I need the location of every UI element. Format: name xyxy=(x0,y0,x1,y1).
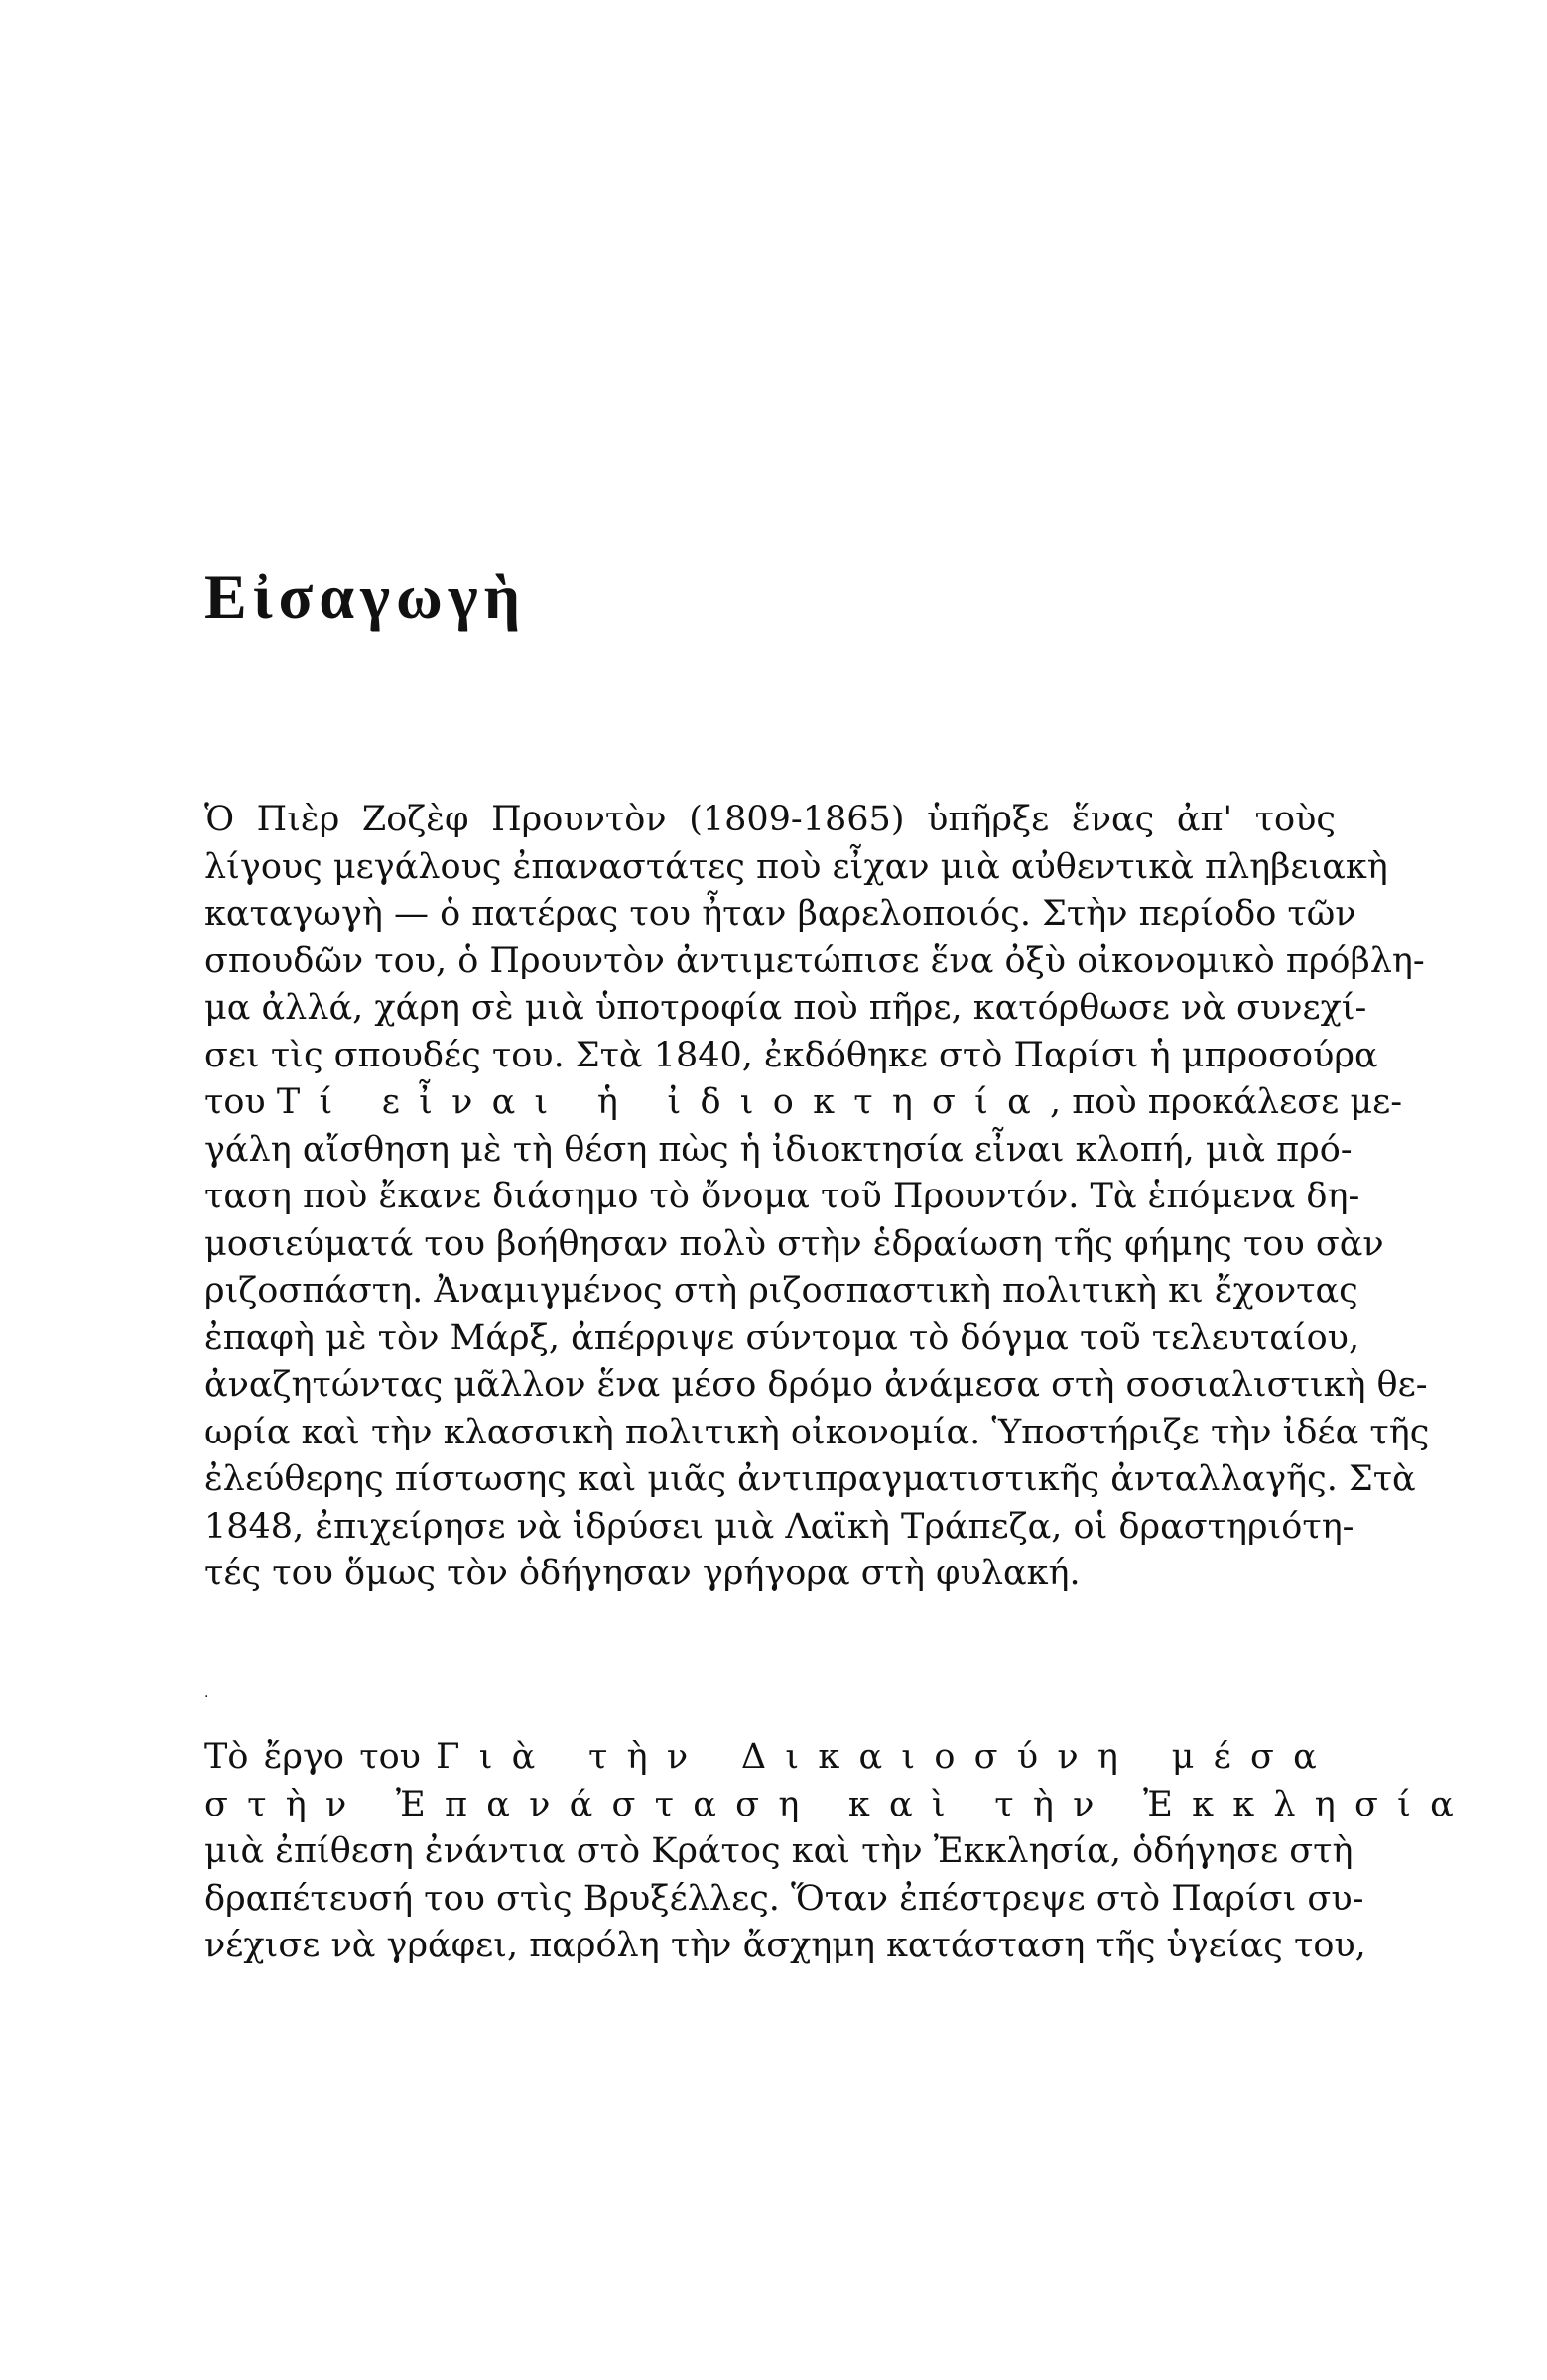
text-line: τές του ὅμως τὸν ὁδήγησαν γρήγορα στὴ φυλακή. xyxy=(204,1554,1081,1593)
bullet-mark: · xyxy=(204,1690,209,1705)
text-line-spaced-title xyxy=(204,1734,1336,1782)
text-line: ἐλεύθερης πίστωσης καὶ μιᾶς ἀντιπραγματιστικῆς ἀνταλλαγῆς. Στὰ xyxy=(204,1459,1416,1499)
emphasized-book-title: Τί εἶναι ἡ ἰδιοκτησία xyxy=(276,1082,1051,1122)
text-line: καταγωγὴ — ὁ πατέρας του ἦταν βαρελοποιός. Στὴν περίοδο τῶν xyxy=(204,894,1356,934)
text-line: γάλη αἴσθηση μὲ τὴ θέση πὼς ἡ ἰδιοκτησία εἶναι κλοπή, μιὰ πρό- xyxy=(204,1129,1353,1170)
text-line: νέχισε νὰ γράφει, παρόλη τὴν ἄσχημη κατάσταση τῆς ὑγείας του, xyxy=(204,1926,1366,1965)
text-line: ταση ποὺ ἔκανε διάσημο τὸ ὄνομα τοῦ Προυντόν. Τὰ ἑπόμενα δη- xyxy=(204,1177,1360,1216)
text-line: ριζοσπάστη. Ἀναμιγμένος στὴ ριζοσπαστικὴ πολιτικὴ κι ἔχοντας xyxy=(204,1271,1358,1311)
text-line: σπουδῶν του, ὁ Προυντὸν ἀντιμετώπισε ἕνα ὀξὺ οἰκονομικὸ πρόβλη- xyxy=(204,940,1425,981)
text-line: ἀναζητώντας μᾶλλον ἕνα μέσο δρόμο ἀνάμεσα στὴ σοσιαλιστικὴ θε- xyxy=(204,1365,1428,1405)
text-line: μιὰ ἐπίθεση ἐνάντια στὸ Κράτος καὶ τὴν Ἐκκλησία, ὁδήγησε στὴ xyxy=(204,1831,1354,1871)
emphasized-book-title: Γιὰ τὴν Δικαιοσύνη μέσα xyxy=(436,1737,1336,1777)
text-line-spaced-title xyxy=(204,1079,1403,1127)
text-segment: του xyxy=(204,1082,277,1122)
text-line: δραπέτευσή του στὶς Βρυξέλλες. Ὅταν ἐπέστρεψε στὸ Παρίσι συ- xyxy=(204,1878,1364,1919)
emphasized-book-title: στὴν Ἐπανάσταση καὶ τὴν Ἐκκλησία xyxy=(204,1784,1474,1824)
paragraph-1 xyxy=(204,797,1430,1598)
text-line: ἐπαφὴ μὲ τὸν Μάρξ, ἀπέρριψε σύντομα τὸ δόγμα τοῦ τελευταίου, xyxy=(204,1317,1360,1358)
text-line: ωρία καὶ τὴν κλασσικὴ πολιτικὴ οἰκονομία. Ὑποστήριζε τὴν ἰδέα τῆς xyxy=(204,1412,1430,1452)
text-segment: Τὸ ἔργο του xyxy=(204,1737,437,1777)
text-line: σει τὶς σπουδές του. Στὰ 1840, ἐκδόθηκε στὸ Παρίσι ἡ μπροσούρα xyxy=(204,1035,1378,1075)
text-line: μοσιεύματά του βοήθησαν πολὺ στὴν ἑδραίωση τῆς φήμης του σὰν xyxy=(204,1223,1384,1264)
text-line: μα ἀλλά, χάρη σὲ μιὰ ὑποτροφία ποὺ πῆρε, κατόρθωσε νὰ συνεχί- xyxy=(204,988,1367,1028)
text-line-spaced-title xyxy=(204,1782,1474,1829)
chapter-title: Εἰσαγωγὴ xyxy=(204,562,527,632)
text-line: Ὁ Πιὲρ Ζοζὲφ Προυντὸν (1809-1865) ὑπῆρξε ἕνας ἀπ' τοὺς xyxy=(204,800,1336,839)
paragraph-2 xyxy=(204,1734,1474,1970)
text-segment: , ποὺ προκάλεσε με- xyxy=(1050,1082,1403,1122)
text-line: 1848, ἐπιχείρησε νὰ ἱδρύσει μιὰ Λαϊκὴ Τράπεζα, οἱ δραστηριότη- xyxy=(204,1506,1354,1547)
text-line: λίγους μεγάλους ἐπαναστάτες ποὺ εἶχαν μιὰ αὐθεντικὰ πληβειακὴ xyxy=(204,846,1388,887)
